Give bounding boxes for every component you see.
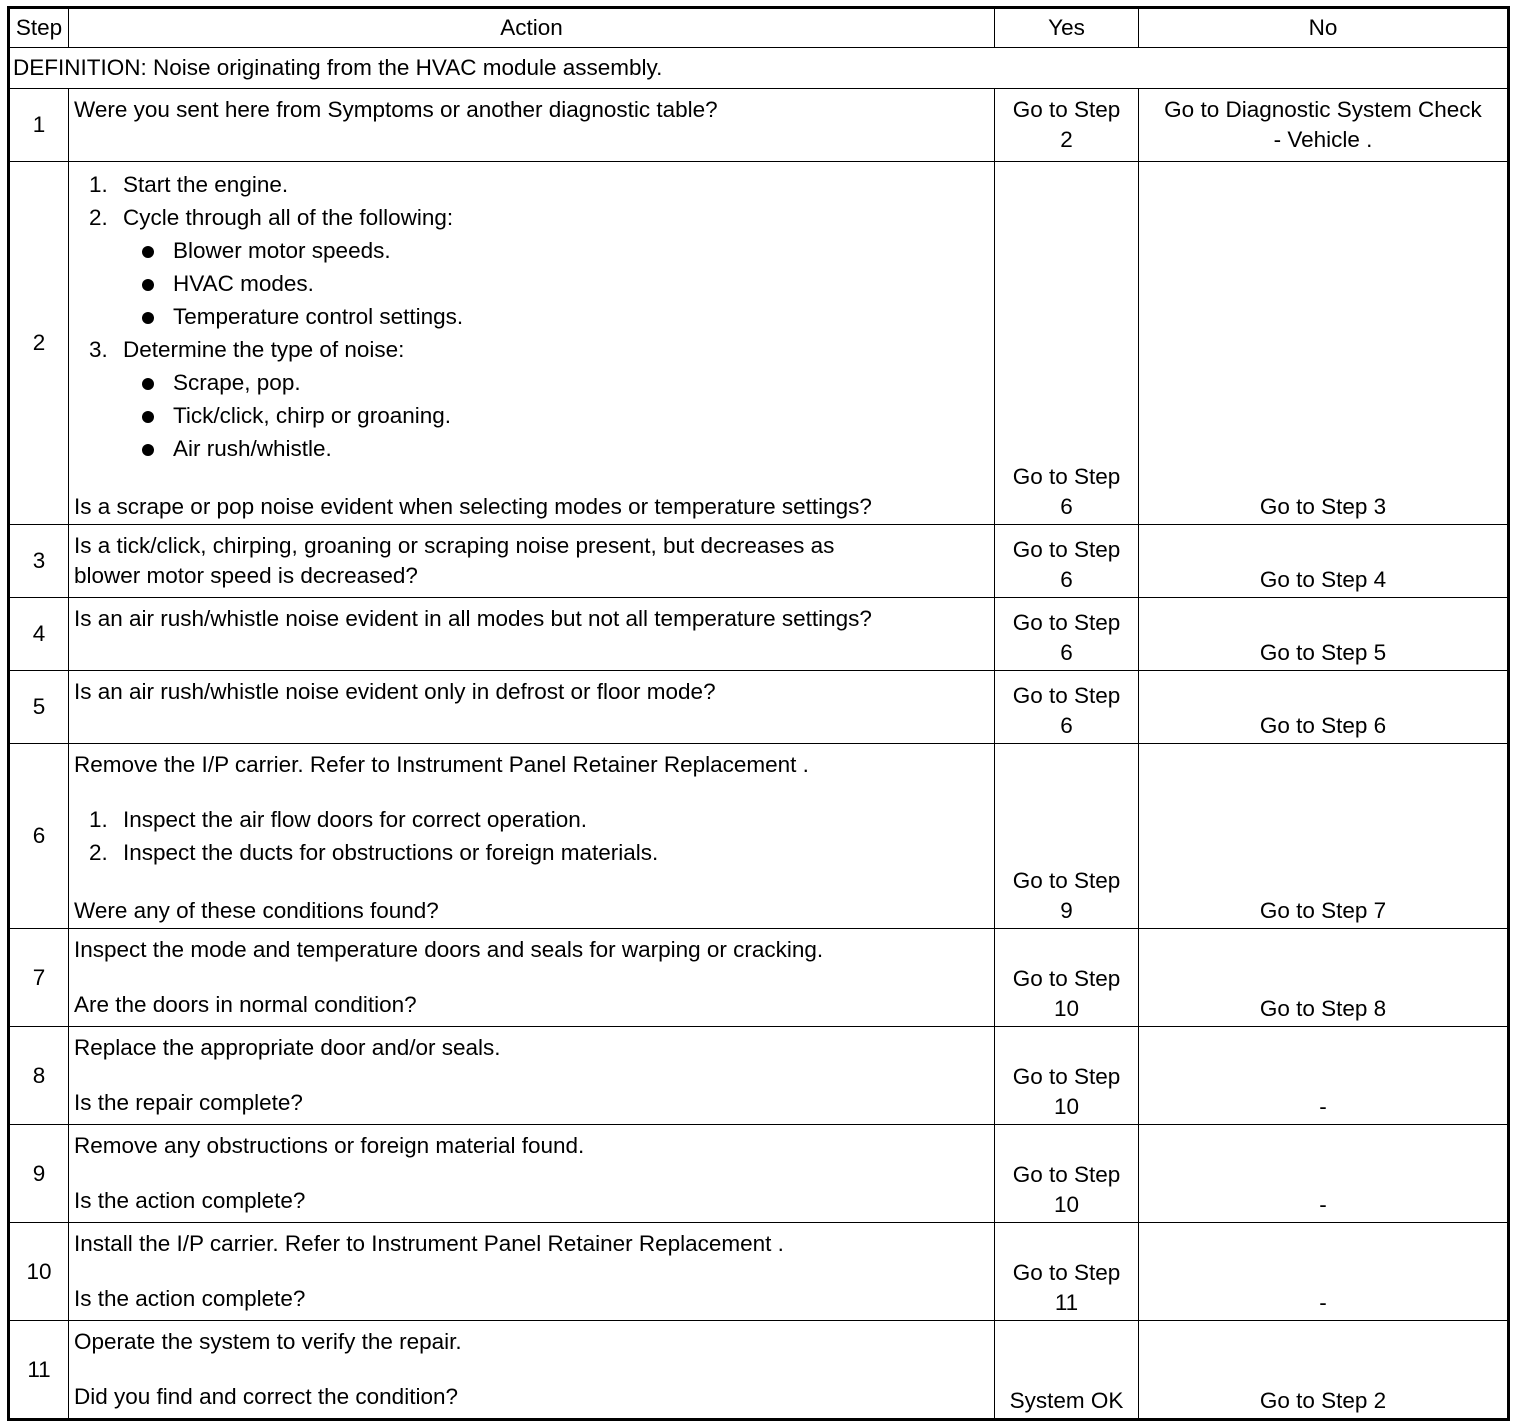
step-number: 9 [9,1125,69,1223]
bullet-icon [142,279,154,291]
no-cell [1139,525,1509,598]
no-link[interactable]: Go to Step 3 [1259,494,1387,519]
bullet-item: Blower motor speeds. [74,236,989,269]
yes-cell [995,162,1139,525]
step-number: 2 [9,162,69,525]
list-item: 3. Determine the type of noise: [89,337,405,362]
definition-text: DEFINITION: Noise originating from the HVAC module assembly. [9,48,1509,89]
yes-link[interactable]: Go to Step [1012,1162,1121,1187]
no-cell [1139,1027,1509,1125]
bullet-icon [142,246,154,258]
yes-link[interactable]: Go to Step [1012,683,1121,708]
header-action: Action [69,8,995,48]
bullet-item: HVAC modes. [74,269,989,302]
yes-link-step[interactable]: 10 [1053,1094,1080,1119]
bullet-item: Scrape, pop. [74,368,989,401]
table-row-step-11 [9,1321,1509,1420]
question-text: Did you find and correct the condition? [74,1384,458,1409]
yes-link-step[interactable]: 11 [1054,1290,1079,1315]
yes-cell [995,1125,1139,1223]
action-line: Is a tick/click, chirping, groaning or scraping noise present, but decreases as [74,533,835,558]
no-cell [1139,1125,1509,1223]
yes-link-step[interactable]: 9 [1060,898,1073,923]
table-row-step-8 [9,1027,1509,1125]
no-link[interactable]: Go to Step 5 [1259,640,1387,665]
action-cell [69,1125,995,1223]
bullet-icon [142,312,154,324]
intro-text: Remove any obstructions or foreign material found. [74,1133,585,1158]
yes-cell [995,744,1139,929]
yes-link-step[interactable]: 10 [1053,1192,1080,1217]
yes-cell [995,671,1139,744]
question-text: Is the repair complete? [74,1090,303,1115]
list-item: 2. Cycle through all of the following: [89,205,454,230]
yes-link-step[interactable]: 2 [1060,127,1073,152]
no-cell [1139,744,1509,929]
yes-link[interactable]: Go to Step [1012,966,1121,991]
no-link[interactable]: Go to Step 2 [1259,1388,1387,1413]
yes-link[interactable]: Go to Step [1012,97,1121,122]
step-number: 10 [9,1223,69,1321]
yes-value: System OK [1009,1388,1124,1413]
bullet-item: Temperature control settings. [74,302,989,335]
intro-text: Remove the I/P carrier. Refer to Instrument Panel Retainer Replacement . [74,752,809,777]
step-number: 3 [9,525,69,598]
table-row-step-4 [9,598,1509,671]
bullet-item: Air rush/whistle. [74,434,989,467]
list-item: 1. Inspect the air flow doors for correct operation. [89,807,587,832]
action-text: Were you sent here from Symptoms or another diagnostic table? [69,89,995,162]
no-link[interactable]: Go to Step 7 [1259,898,1387,923]
yes-link[interactable]: Go to Step [1012,537,1121,562]
action-line: blower motor speed is decreased? [74,563,418,588]
table-row-step-6 [9,744,1509,929]
header-no: No [1139,8,1509,48]
action-cell [69,525,995,598]
yes-link-step[interactable]: 10 [1053,996,1080,1021]
no-link[interactable]: Go to Diagnostic System Check [1164,97,1482,122]
question-text: Is a scrape or pop noise evident when selecting modes or temperature settings? [74,494,872,519]
yes-link[interactable]: Go to Step [1012,610,1121,635]
yes-link-step[interactable]: 6 [1060,640,1073,665]
yes-link-step[interactable]: 6 [1060,567,1073,592]
definition-row [9,48,1509,89]
header-row [9,8,1509,48]
yes-link[interactable]: Go to Step [1012,1260,1121,1285]
no-link-cont[interactable]: - Vehicle . [1273,127,1373,152]
yes-cell [995,929,1139,1027]
step-number: 11 [9,1321,69,1420]
no-value: - [1319,1094,1327,1119]
step-number: 4 [9,598,69,671]
step-number: 6 [9,744,69,929]
action-cell [69,744,995,929]
yes-link[interactable]: Go to Step [1012,464,1121,489]
bullet-icon [142,411,154,423]
question-text: Is the action complete? [74,1286,306,1311]
action-cell [69,1027,995,1125]
yes-link-step[interactable]: 6 [1060,494,1073,519]
question-text: Are the doors in normal condition? [74,992,417,1017]
yes-link[interactable]: Go to Step [1012,1064,1121,1089]
yes-cell [995,598,1139,671]
header-step: Step [9,8,69,48]
no-cell [1139,598,1509,671]
table-row-step-9 [9,1125,1509,1223]
yes-cell [995,525,1139,598]
no-link[interactable]: Go to Step 4 [1259,567,1387,592]
step-number: 8 [9,1027,69,1125]
yes-link[interactable]: Go to Step [1012,868,1121,893]
no-cell [1139,1321,1509,1420]
bullet-item: Tick/click, chirp or groaning. [74,401,989,434]
yes-cell [995,1223,1139,1321]
no-cell [1139,671,1509,744]
list-item: 2. Inspect the ducts for obstructions or foreign materials. [89,840,659,865]
question-text: Were any of these conditions found? [74,898,439,923]
yes-link-step[interactable]: 6 [1060,713,1073,738]
bullet-icon [142,378,154,390]
intro-text: Operate the system to verify the repair. [74,1329,462,1354]
bullet-icon [142,444,154,456]
table-row-step-2 [9,162,1509,525]
action-text: Is an air rush/whistle noise evident in all modes but not all temperature settings? [69,598,995,671]
no-link[interactable]: Go to Step 8 [1259,996,1387,1021]
no-cell [1139,929,1509,1027]
yes-cell [995,1027,1139,1125]
table-row-step-3 [9,525,1509,598]
table-row-step-10 [9,1223,1509,1321]
no-cell [1139,1223,1509,1321]
step-number: 1 [9,89,69,162]
table-row-step-5 [9,671,1509,744]
yes-cell [995,1321,1139,1420]
action-cell [69,1223,995,1321]
intro-text: Install the I/P carrier. Refer to Instrument Panel Retainer Replacement . [74,1231,784,1256]
list-item: 1. Start the engine. [89,172,289,197]
no-value: - [1319,1192,1327,1217]
action-cell [69,162,995,525]
header-yes: Yes [995,8,1139,48]
no-link[interactable]: Go to Step 6 [1259,713,1387,738]
table-row-step-7 [9,929,1509,1027]
question-text: Is the action complete? [74,1188,306,1213]
step-number: 7 [9,929,69,1027]
intro-text: Inspect the mode and temperature doors and seals for warping or cracking. [74,937,824,962]
no-value: - [1319,1290,1327,1315]
no-cell [1139,89,1509,162]
action-cell [69,1321,995,1420]
diagnostic-table [7,6,1510,1421]
action-text: Is an air rush/whistle noise evident only in defrost or floor mode? [69,671,995,744]
step-number: 5 [9,671,69,744]
action-cell [69,929,995,1027]
no-cell [1139,162,1509,525]
table-row-step-1 [9,89,1509,162]
intro-text: Replace the appropriate door and/or seals. [74,1035,501,1060]
yes-cell [995,89,1139,162]
